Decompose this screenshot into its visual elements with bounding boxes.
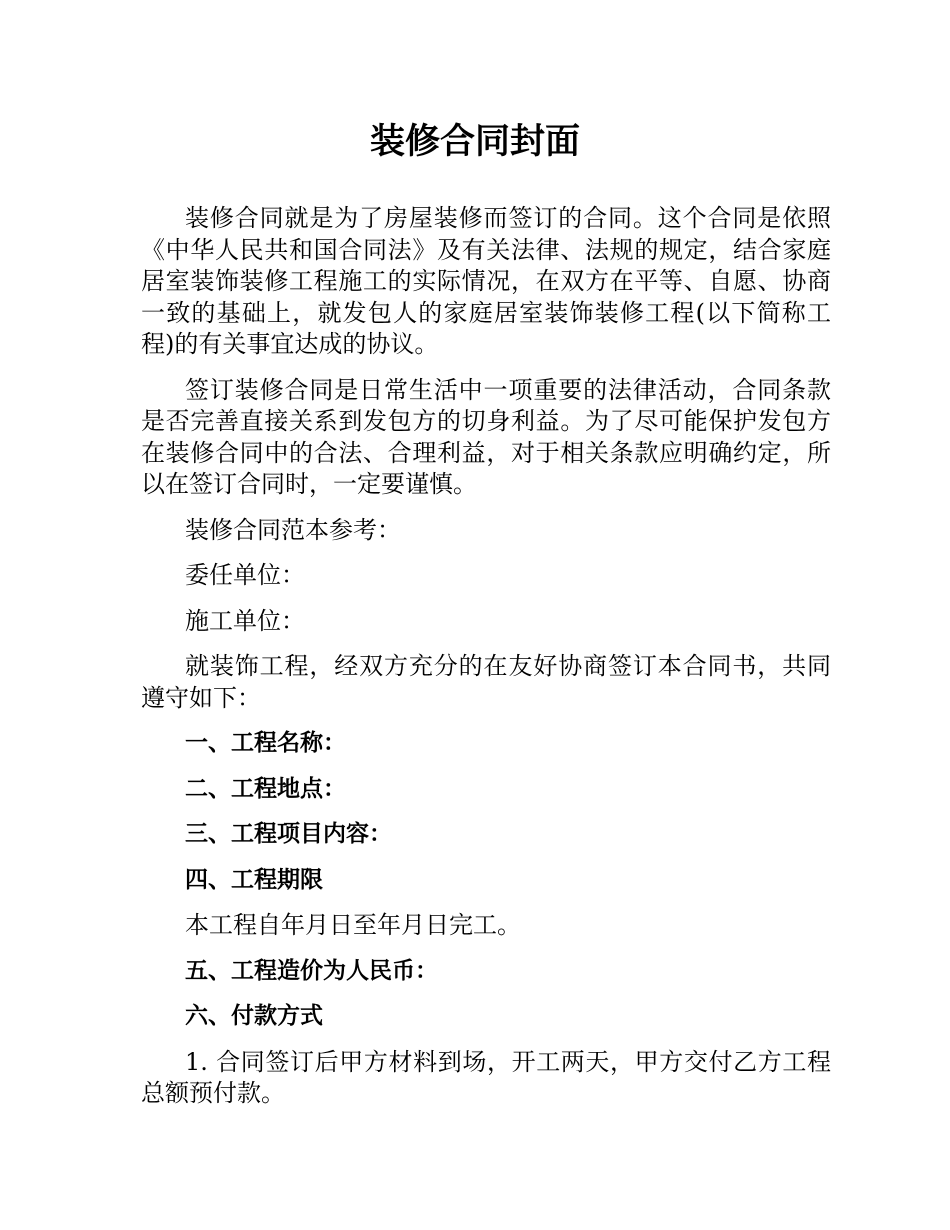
- template-reference-label: 装修合同范本参考：: [185, 515, 401, 544]
- document-body: [141, 203, 831, 1124]
- agreement-paragraph: 就装饰工程，经双方充分的在友好协商签订本合同书，共同遵守如下：: [141, 652, 831, 712]
- section-heading-project-cost: 五、工程造价为人民币：: [185, 957, 438, 984]
- intro-paragraph: 装修合同就是为了房屋装修而签订的合同。这个合同是依照《中华人民共和国合同法》及有关法律、法规的规定，结合家庭居室装饰装修工程施工的实际情况，在双方在平等、自愿、协商一致的基础上，就发包人的家庭居室装饰装修工程(以下简称工程)的有关事宜达成的协议。: [141, 204, 831, 358]
- section-heading-project-name: 一、工程名称：: [185, 730, 346, 756]
- contractor-unit-label: 施工单位：: [185, 606, 305, 635]
- project-period-text: 本工程自年月日至年月日完工。: [185, 911, 521, 939]
- section-heading-project-content: 三、工程项目内容：: [185, 821, 392, 847]
- document-title: 装修合同封面: [369, 122, 580, 162]
- section-heading-payment-method: 六、付款方式: [185, 1003, 323, 1029]
- section-heading-project-location: 二、工程地点：: [185, 775, 346, 802]
- payment-clause-1: 1. 合同签订后甲方材料到场，开工两天，甲方交付乙方工程总额预付款。: [141, 1047, 831, 1107]
- caution-paragraph: 签订装修合同是日常生活中一项重要的法律活动，合同条款是否完善直接关系到发包方的切身利益。为了尽可能保护发包方在装修合同中的合法、合理利益，对于相关条款应明确约定，所以在签订合同时，一定要谨慎。: [141, 375, 831, 498]
- section-heading-project-period: 四、工程期限: [185, 866, 323, 893]
- client-unit-label: 委任单位：: [185, 561, 305, 589]
